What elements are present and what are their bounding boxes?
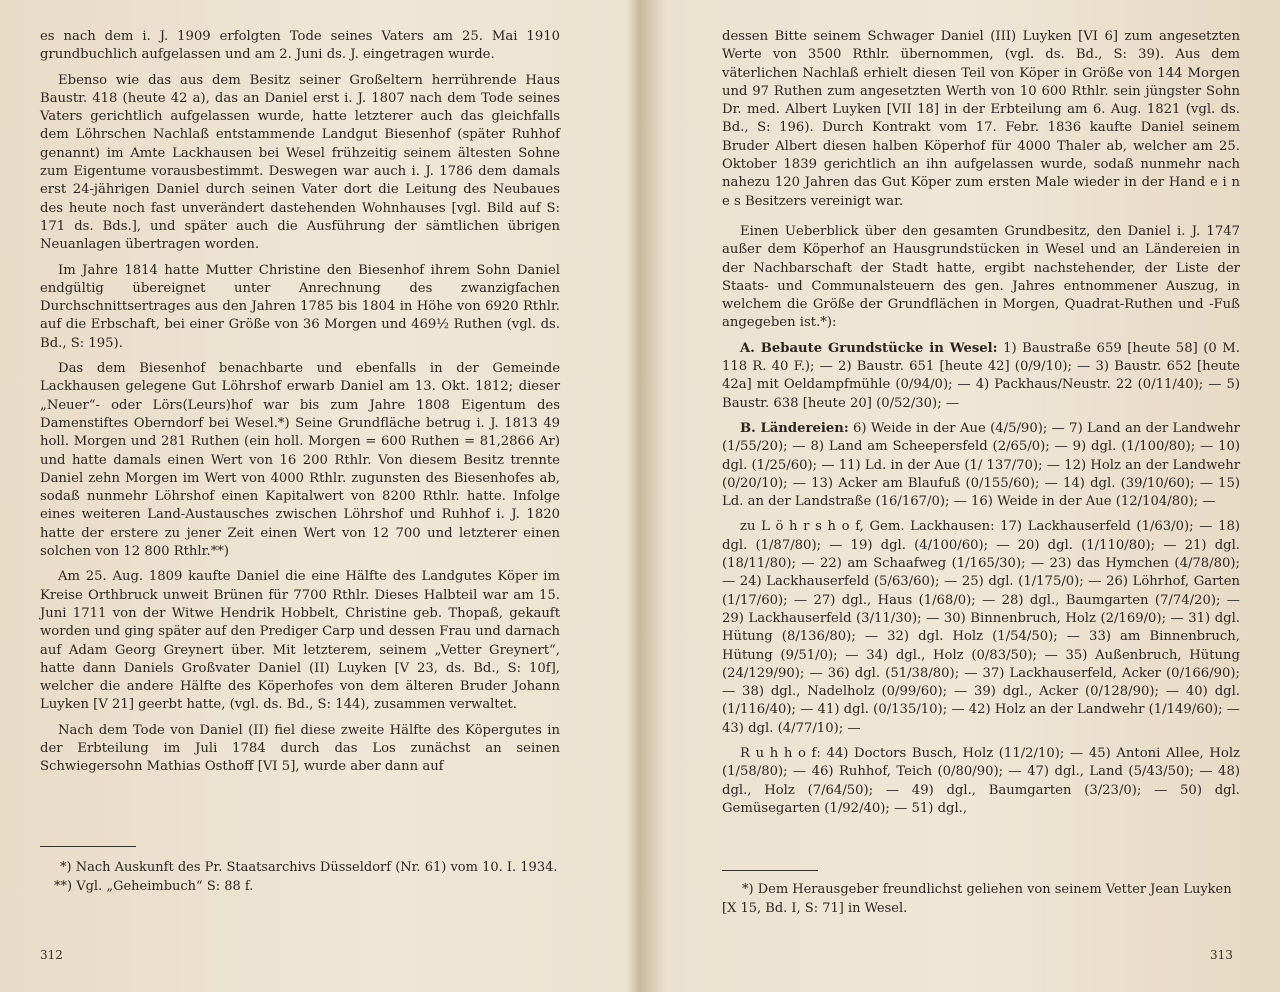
paragraph: Das dem Biesenhof benachbarte und ebenfalls in der Gemeinde Lackhausen gelegene Gut Löhrshof erwarb Daniel am 13. Okt. 1812; dieser „Neuer“- oder Lörs(Leurs)hof war bis zum Jahre 1808 Eigentum des Damenstiftes Oberndorf bei Wesel.*) Seine Grundfläche betrug i. J. 1813 49 holl. Morgen und 281 Ruthen (ein holl. Morgen = 600 Ruthen = 81,2866 Ar) und hatte damals einen Wert von 16 200 Rthlr. Von diesem Besitz trennte Daniel zehn Morgen im Wert von 4000 Rthlr. zugunsten des Biesenhofes ab, sodaß nunmehr Löhrshof einen Kapitalwert von 8200 Rthlr. hatte. Infolge eines weiteren Land-Austausches zwischen Löhrshof und Ruhhof i. J. 1820 hatte der erstere zu jener Zeit einen Wert von 12 700 und letzterer einen solchen von 12 800 Rthlr.**) [40,361,560,560]
footnote-rule [722,870,818,871]
left-footnotes [40,858,560,896]
footnote: *) Nach Auskunft des Pr. Staatsarchivs Düsseldorf (Nr. 61) vom 10. I. 1934. [60,860,558,875]
paragraph: Einen Ueberblick über den gesamten Grundbesitz, den Daniel i. J. 1747 außer dem Köperhof an Hausgrundstücken in Wesel und an Ländereien in der Nachbarschaft der Stadt hatte, ergibt nachstehender, der Liste der Staats- und Communalsteuern des gen. Jahres entnommener Auszug, in welchem die Größe der Grundflächen in Morgen, Quadrat-Ruthen und -Fuß angegeben ist.*): [722,223,1240,331]
footnote-rule [40,846,136,847]
paragraph: Am 25. Aug. 1809 kaufte Daniel die eine Hälfte des Landgutes Köper im Kreise Orthbruck unweit Brünen für 7700 Rthlr. Dieses Halbteil war am 15. Juni 1711 von der Witwe Hendrik Hobbelt, Christine geb. Thopaß, gekauft worden und ging später auf den Prediger Carp und dessen Frau und darnach auf Adam Georg Greynert über. Mit letzterem, seinem „Vetter Greynert“, hatte dann Daniels Großvater Daniel (II) Luyken [V 23, ds. Bd., S: 10f], welcher die andere Hälfte des Köperhofes von dem älteren Bruder Johann Luyken [V 21] geerbt hatte, (vgl. ds. Bd., S: 144), zusammen verwaltet. [40,569,560,713]
section-ruhhof: R u h h o f: 44) Doctors Busch, Holz (11/2/10); — 45) Antoni Allee, Holz (1/58/80); — 46) Ruhhof, Teich (0/80/90); — 47) dgl., Land (5/43/50); — 48) dgl., Holz (7/64/50); — 49) dgl., Baumgarten (3/23/0); — 50) dgl. Gemüsegarten (1/92/40); — 51) dgl., [722,745,1240,816]
footnote: **) Vgl. „Geheimbuch“ S: 88 f. [54,879,254,894]
paragraph: Im Jahre 1814 hatte Mutter Christine den Biesenhof ihrem Sohn Daniel endgültig übereignet unter Anrechnung des zwanzigfachen Durchschnittsertrages aus den Jahren 1785 bis 1804 in Höhe von 6920 Rthlr. auf die Erbschaft, bei einer Größe von 36 Morgen und 469½ Ruthen (vgl. ds. Bd., S: 195). [40,262,560,351]
section-a-heading: A. Bebaute Grundstücke in Wesel: [740,340,998,356]
paragraph: Nach dem Tode von Daniel (II) fiel diese zweite Hälfte des Köpergutes in der Erbteilung im Juli 1784 durch das Los zunächst an seinen Schwiegersohn Mathias Osthoff [VI 5], wurde aber dann auf [40,722,560,775]
right-page [722,28,1240,825]
left-page [40,28,560,784]
paragraph: es nach dem i. J. 1909 erfolgten Tode seines Vaters am 25. Mai 1910 grundbuchlich aufgelassen und am 2. Juni ds. J. eingetragen wurde. [40,29,560,63]
section-a [722,340,1240,413]
right-footnotes [722,880,1240,918]
section-b-text: 6) Weide in der Aue (4/5/90); — 7) Land an der Landwehr (1/55/20); — 8) Land am Scheepersfeld (2/65/0); — 9) dgl. (1/100/80); — 10) dgl. (1/25/60); — 11) Ld. in der Aue (1/ 137/70); — 12) Holz an der Landwehr (0/20/10); — 13) Acker am Blaufuß (0/155/60); — 14) dgl. (39/10/60); — 15) Ld. an der Landstraße (16/167/0); — 16) Weide in der Aue (12/104/80); — [722,420,1240,510]
page-number-left: 312 [40,948,63,962]
page-number-right: 313 [1210,948,1233,962]
section-a-text: 1) Baustraße 659 [heute 58] (0 M. 118 R. 40 F.); — 2) Baustr. 651 [heute 42] (0/9/10); — 3) Baustr. 652 [heute 42a] mit Oeldampfmühle (0/94/0); — 4) Packhaus/Neustr. 22 (0/11/40); — 5) Baustr. 638 [heute 20] (0/52/30); — [722,340,1241,411]
paragraph: Ebenso wie das aus dem Besitz seiner Großeltern herrührende Haus Baustr. 418 (heute 42 a), das an Daniel erst i. J. 1807 nach dem Tode seines Vaters gerichtlich aufgelassen wurde, hatte letzterer auch das gleichfalls dem Löhrschen Nachlaß entstammende Landgut Biesenhof (später Ruhhof genannt) im Amte Lackhausen bei Wesel frühzeitig seinem ältesten Sohne zum Eigentume vorausbestimmt. Deswegen war auch i. J. 1786 dem damals erst 24-jährigen Daniel durch seinen Vater dort die Leitung des Neubaues des heute noch fast unverändert dastehenden Wohnhauses [vgl. Bild auf S: 171 ds. Bds.], und später auch die Ausführung der sämtlichen übrigen Neuanlagen übertragen worden. [40,72,560,253]
section-b [722,420,1240,511]
footnote: *) Dem Herausgeber freundlichst geliehen von seinem Vetter Jean Luyken [X 15, Bd. I, S: 71] in Wesel. [722,882,1232,916]
section-lohrshof: zu L ö h r s h o f, Gem. Lackhausen: 17) Lackhauserfeld (1/63/0); — 18) dgl. (1/87/80); — 19) dgl. (4/100/60); — 20) dgl. (1/110/80); — 21) dgl. (18/11/80); — 22) am Schaafweg (1/165/30); — 23) das Hymchen (4/78/80); — 24) Lackhauserfeld (5/63/60); — 25) dgl. (1/175/0); — 26) Löhrhof, Garten (1/17/60); — 27) dgl., Haus (1/68/0); — 28) dgl., Baumgarten (7/74/20); — 29) Lackhauserfeld (3/11/30); — 30) Binnenbruch, Holz (2/169/0); — 31) dgl. Hütung (8/136/80); — 32) dgl. Holz (1/54/50); — 33) am Binnenbruch, Hütung (9/51/0); — 34) dgl., Holz (0/83/50); — 35) Außenbruch, Hütung (24/129/90); — 36) dgl. (51/38/80); — 37) Lackhauserfeld, Acker (0/166/90); — 38) dgl., Nadelholz (0/99/60); — 39) dgl., Acker (0/128/90); — 40) dgl. (1/116/40); — 41) dgl. (0/135/10); — 42) Holz an der Landwehr (1/149/60); — 43) dgl. (4/77/10); — [722,519,1240,736]
section-b-heading: B. Ländereien: [740,420,849,436]
paragraph: dessen Bitte seinem Schwager Daniel (III) Luyken [VI 6] zum angesetzten Werte von 3500 Rthlr. übernommen, (vgl. ds. Bd., S: 39). Aus dem väterlichen Nachlaß erhielt diesen Teil von Köper in Größe von 144 Morgen und 97 Ruthen zum angesetzten Werth von 10 600 Rthlr. sein jüngster Sohn Dr. med. Albert Luyken [VII 18] in der Erbteilung am 6. Aug. 1821 (vgl. ds. Bd., S: 196). Durch Kontrakt vom 17. Febr. 1836 kaufte Daniel seinem Bruder Albert diesen halben Köperhof für 4000 Thaler ab, welcher am 25. Oktober 1839 gerichtlich an ihn aufgelassen wurde, sodaß nunmehr nach nahezu 120 Jahren das Gut Köper zum ersten Male wieder in der Hand e i n e s Besitzers vereinigt war. [722,29,1240,209]
